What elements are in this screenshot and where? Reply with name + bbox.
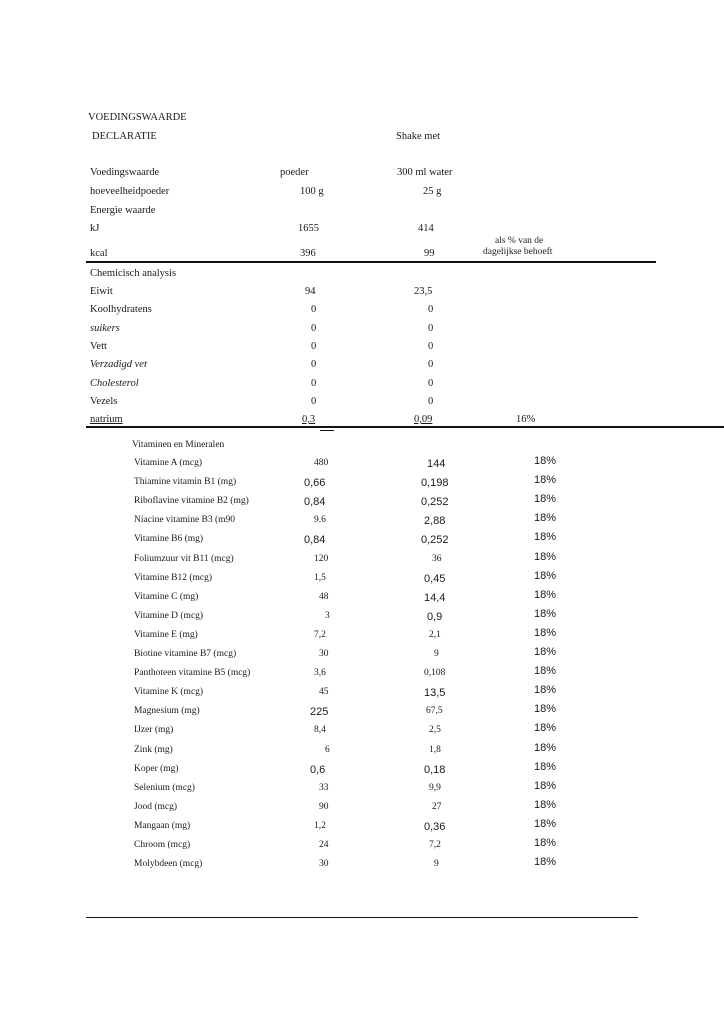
divider-tick [320,430,334,431]
vitamin-row-pct: 18% [534,512,557,524]
vitamin-row-water: 0,45 [424,573,446,585]
analysis-row-water: 0 [428,359,434,370]
vitamin-row-pct: 18% [534,818,557,830]
vitamin-row-pct: 18% [534,551,557,563]
vitamin-row-water: 0,252 [421,534,449,546]
footer-rule [86,917,638,918]
vitamin-row-pct: 18% [534,780,557,792]
vitamin-row-poeder: 0,84 [304,496,326,508]
vitamin-row-label: Vitamine D (mcg) [134,611,204,621]
analysis-row-label: Koolhydratens [90,304,152,315]
vitamin-row-poeder: 45 [319,687,329,697]
document-title: VOEDINGSWAARDE [88,112,187,123]
vitamin-row-water: 0,252 [421,496,449,508]
analysis-row-poeder: 0 [311,304,317,315]
vitamin-row-water: 27 [432,802,442,812]
vitamin-row-label: Vitamine E (mg) [134,630,198,640]
vitamin-row-label: Zink (mg) [134,745,173,755]
kj-label: kJ [90,223,100,234]
vitamin-row-pct: 18% [534,627,557,639]
vitamin-row-label: Vitamine B6 (mg) [134,534,204,544]
vitamin-row-pct: 18% [534,799,557,811]
document-subtitle: DECLARATIE [92,131,157,142]
amount-label: hoeveelheidpoeder [90,186,170,197]
energy-label: Energie waarde [90,205,156,216]
analysis-row-water: 0,09 [414,414,433,425]
vitamin-row-poeder: 90 [319,802,329,812]
vitamin-row-pct: 18% [534,761,557,773]
vitamin-row-pct: 18% [534,703,557,715]
vitamin-row-water: 0,36 [424,821,446,833]
kj-water: 414 [418,223,434,234]
vitamin-row-label: Vitamine B12 (mcg) [134,573,213,583]
analysis-row-pct: 16% [516,414,536,425]
shake-label: Shake met [396,131,441,142]
vitamin-row-water: 0,198 [421,477,449,489]
amount-poeder: 100 g [300,186,324,197]
vitamin-row-water: 2,1 [429,630,441,640]
vitamin-row-poeder: 1,5 [314,573,326,583]
vitamin-row-poeder: 3 [325,611,330,621]
vitamin-row-water: 2,5 [429,725,441,735]
vitamin-row-pct: 18% [534,856,557,868]
analysis-row-poeder: 0,3 [302,414,316,425]
col-poeder-header: poeder [280,167,309,178]
analysis-row-poeder: 0 [311,396,317,407]
vitamin-row-pct: 18% [534,742,557,754]
vitamin-row-label: Vitamine C (mg) [134,592,199,602]
vitamin-row-label: Foliumzuur vit B11 (mcg) [134,554,234,564]
analysis-row-poeder: 0 [311,323,317,334]
vitamin-row-label: Thiamine vitamin B1 (mg) [134,477,237,487]
analysis-row-label: Eiwit [90,286,113,297]
vitamin-row-pct: 18% [534,684,557,696]
vitamin-row-water: 9 [434,859,439,869]
vitamin-row-poeder: 30 [319,649,329,659]
analysis-row-water: 23,5 [414,286,433,297]
vitamin-row-pct: 18% [534,646,557,658]
kcal-poeder: 396 [300,248,316,259]
vitamin-row-label: Magnesium (mg) [134,706,200,716]
vitamin-row-pct: 18% [534,474,557,486]
vitamin-row-water: 14,4 [424,592,446,604]
vitamin-row-water: 67,5 [426,706,443,716]
vitamin-row-water: 0,9 [427,611,443,623]
vitamin-row-label: Niacine vitamine B3 (m90 [134,515,236,525]
vitamin-row-label: Biotine vitamine B7 (mcg) [134,649,237,659]
vitamin-row-water: 13,5 [424,687,446,699]
kcal-label: kcal [90,248,108,259]
vitamin-row-poeder: 48 [319,592,329,602]
vitamin-row-pct: 18% [534,531,557,543]
analysis-title: Chemicisch analysis [90,268,177,279]
vitamin-row-pct: 18% [534,493,557,505]
vitamin-row-poeder: 7,2 [314,630,326,640]
vitamin-row-poeder: 3,6 [314,668,326,678]
analysis-row-label: suikers [90,323,120,334]
vitamin-row-label: Jood (mcg) [134,802,178,812]
analysis-row-water: 0 [428,323,434,334]
vitamin-row-water: 2,88 [424,515,446,527]
kj-poeder: 1655 [298,223,319,234]
vitamin-row-label: Mangaan (mg) [134,821,191,831]
divider-energy [86,261,656,263]
vitamin-row-pct: 18% [534,722,557,734]
vitamin-row-poeder: 225 [310,706,329,718]
divider-analysis [86,426,724,428]
analysis-row-water: 0 [428,378,434,389]
vitamin-row-label: Molybdeen (mcg) [134,859,203,869]
vitamin-row-poeder: 1,2 [314,821,326,831]
vitamin-row-poeder: 6 [325,745,330,755]
pct-header-line1: als % van de [495,236,544,246]
vitamin-row-label: Koper (mg) [134,764,179,774]
vitamin-row-label: Vitamine A (mcg) [134,458,203,468]
vitamin-row-label: IJzer (mg) [134,725,174,735]
col-label-header: Voedingswaarde [90,167,160,178]
vitamin-row-label: Vitamine K (mcg) [134,687,204,697]
vitamin-row-poeder: 24 [319,840,329,850]
vitamin-row-water: 0,18 [424,764,446,776]
vitamin-row-pct: 18% [534,589,557,601]
vitamin-row-poeder: 8,4 [314,725,326,735]
pct-header-line2: dagelijkse behoeft [483,247,553,257]
col-water-header: 300 ml water [397,167,453,178]
analysis-row-label: Vezels [90,396,118,407]
vitamin-row-poeder: 0,6 [310,764,326,776]
vitamin-row-water: 7,2 [429,840,441,850]
vitamin-row-water: 144 [427,458,446,470]
kcal-water: 99 [424,248,435,259]
vitamin-row-poeder: 480 [314,458,329,468]
vitamin-row-label: Selenium (mcg) [134,783,195,793]
vitamin-row-poeder: 9.6 [314,515,326,525]
analysis-row-water: 0 [428,396,434,407]
analysis-row-poeder: 0 [311,341,317,352]
vitamins-title: Vitaminen en Mineralen [132,440,225,450]
vitamin-row-poeder: 30 [319,859,329,869]
vitamin-row-pct: 18% [534,570,557,582]
amount-water: 25 g [423,186,442,197]
vitamin-row-label: Panthoteen vitamine B5 (mcg) [134,668,251,678]
analysis-row-poeder: 94 [305,286,316,297]
analysis-row-water: 0 [428,304,434,315]
vitamin-row-poeder: 120 [314,554,329,564]
vitamin-row-water: 0,108 [424,668,446,678]
analysis-row-poeder: 0 [311,359,317,370]
vitamin-row-pct: 18% [534,455,557,467]
vitamin-row-poeder: 0,84 [304,534,326,546]
analysis-row-label: Vett [90,341,107,352]
analysis-row-water: 0 [428,341,434,352]
vitamin-row-pct: 18% [534,665,557,677]
vitamin-row-water: 9,9 [429,783,441,793]
vitamin-row-water: 36 [432,554,442,564]
analysis-row-label: Cholesterol [90,378,139,389]
vitamin-row-poeder: 33 [319,783,329,793]
analysis-row-label: natrium [90,414,123,425]
vitamin-row-label: Riboflavine vitamine B2 (mg) [134,496,249,506]
vitamin-row-pct: 18% [534,837,557,849]
vitamin-row-water: 1,8 [429,745,441,755]
vitamin-row-label: Chroom (mcg) [134,840,191,850]
vitamin-row-poeder: 0,66 [304,477,326,489]
vitamin-row-water: 9 [434,649,439,659]
vitamin-row-pct: 18% [534,608,557,620]
analysis-row-poeder: 0 [311,378,317,389]
analysis-row-label: Verzadigd vet [90,359,147,370]
